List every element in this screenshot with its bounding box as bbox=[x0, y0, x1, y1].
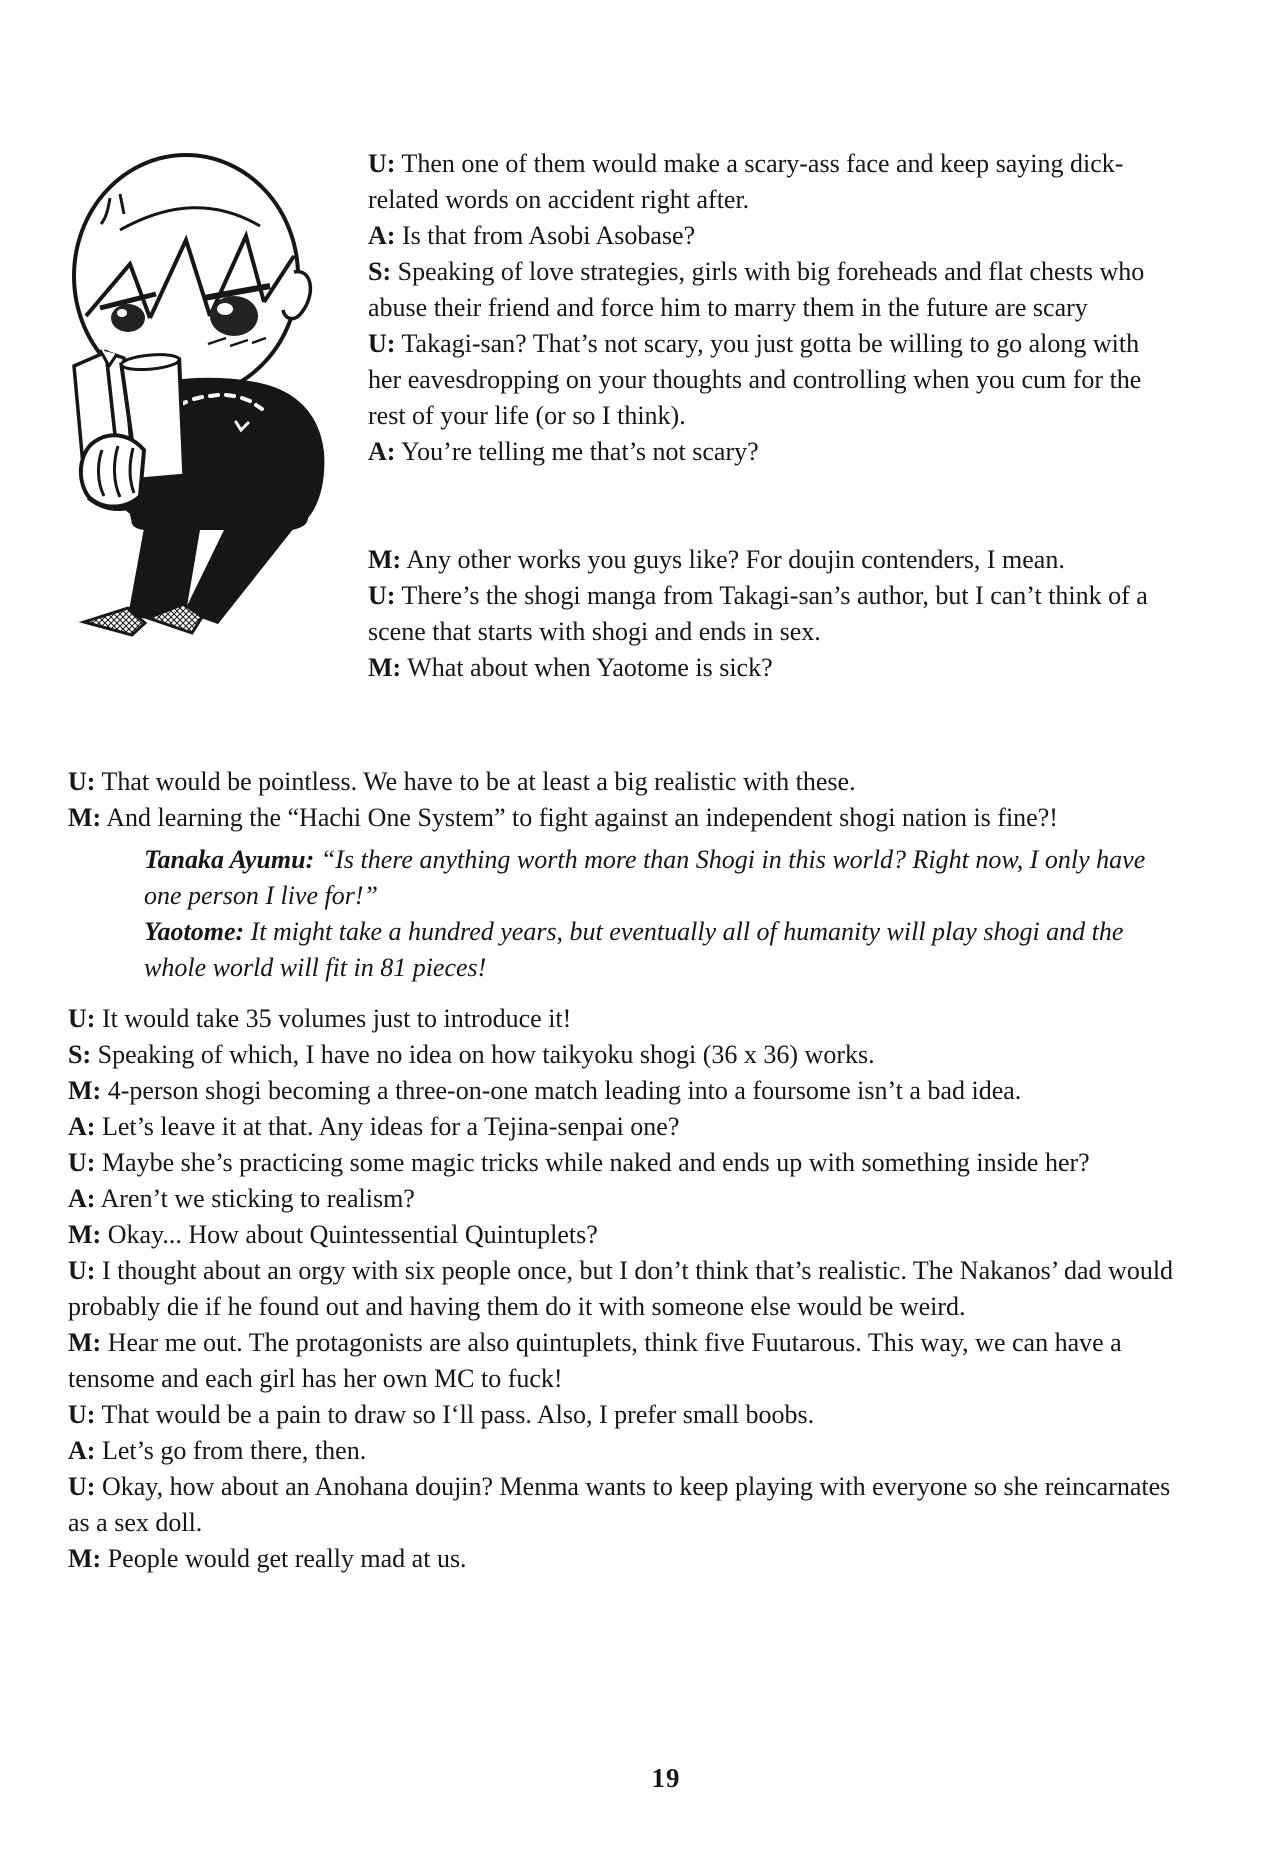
speaker-label: U: bbox=[68, 1472, 96, 1501]
dialogue-line bbox=[68, 764, 1198, 800]
dialogue-text: Speaking of love strategies, girls with big foreheads and flat chests who abuse their friend and force him to marry them in the future are scary bbox=[368, 257, 1145, 322]
dialogue-text: Let’s go from there, then. bbox=[101, 1436, 367, 1465]
quote-text: “Is there anything worth more than Shogi in this world? Right now, I only have one person I live for!” bbox=[144, 845, 1146, 910]
dialogue-line bbox=[68, 1145, 1198, 1181]
dialogue-block-2 bbox=[368, 542, 1168, 686]
speaker-label: M: bbox=[68, 1328, 102, 1357]
speaker-label: S: bbox=[68, 1040, 92, 1069]
dialogue-column-full-width bbox=[68, 764, 1198, 1577]
dialogue-text: Takagi-san? That’s not scary, you just gotta be willing to go along with her eavesdropping on your thoughts and controlling when you cum for the rest of your life (or so I think). bbox=[368, 329, 1142, 430]
speaker-label: A: bbox=[68, 1112, 96, 1141]
speaker-label: U: bbox=[368, 149, 396, 178]
speaker-label: U: bbox=[68, 767, 96, 796]
quote-line bbox=[144, 914, 1186, 986]
dialogue-text: Is that from Asobi Asobase? bbox=[401, 221, 696, 250]
speaker-label: M: bbox=[68, 1076, 102, 1105]
quote-line bbox=[144, 842, 1186, 914]
dialogue-line bbox=[68, 1073, 1198, 1109]
dialogue-line bbox=[368, 146, 1168, 218]
speaker-label: S: bbox=[368, 257, 392, 286]
dialogue-text: Speaking of which, I have no idea on how taikyoku shogi (36 x 36) works. bbox=[97, 1040, 875, 1069]
dialogue-line bbox=[368, 326, 1168, 434]
character-legs bbox=[84, 528, 294, 635]
dialogue-line bbox=[68, 1325, 1198, 1397]
dialogue-line bbox=[368, 650, 1168, 686]
paragraph-gap bbox=[368, 470, 1168, 542]
speaker-label: A: bbox=[68, 1184, 96, 1213]
dialogue-line bbox=[68, 1253, 1198, 1325]
character-quote-block bbox=[144, 842, 1186, 986]
dialogue-text: Then one of them would make a scary-ass face and keep saying dick-related words on accident right after. bbox=[368, 149, 1124, 214]
speaker-label: U: bbox=[68, 1148, 96, 1177]
dialogue-text: You’re telling me that’s not scary? bbox=[400, 437, 759, 466]
chibi-character-drawing bbox=[66, 146, 336, 640]
dialogue-text: I thought about an orgy with six people once, but I don’t think that’s realistic. The Nakanos’ dad would probably die if he found out and having them do it with someone else would be weird. bbox=[68, 1256, 1174, 1321]
dialogue-line bbox=[68, 1469, 1198, 1541]
dialogue-text: Aren’t we sticking to realism? bbox=[100, 1184, 415, 1213]
dialogue-line bbox=[68, 1541, 1198, 1577]
speaker-label: A: bbox=[68, 1436, 96, 1465]
quote-speaker-label: Tanaka Ayumu: bbox=[144, 845, 315, 874]
chibi-character-illustration bbox=[66, 146, 336, 640]
dialogue-line bbox=[68, 1217, 1198, 1253]
speaker-label: M: bbox=[68, 803, 102, 832]
dialogue-line bbox=[68, 1001, 1198, 1037]
dialogue-text: That would be pointless. We have to be at least a big realistic with these. bbox=[101, 767, 856, 796]
dialogue-line bbox=[368, 434, 1168, 470]
quote-text: It might take a hundred years, but eventually all of humanity will play shogi and the whole world will fit in 81 pieces! bbox=[144, 917, 1124, 982]
quote-speaker-label: Yaotome: bbox=[144, 917, 245, 946]
dialogue-block-1 bbox=[368, 146, 1168, 470]
dialogue-line bbox=[368, 542, 1168, 578]
page-number: 19 bbox=[651, 1763, 681, 1793]
speaker-label: M: bbox=[368, 653, 402, 682]
speaker-label: U: bbox=[368, 329, 396, 358]
dialogue-block-3 bbox=[68, 764, 1198, 836]
speaker-label: U: bbox=[68, 1256, 96, 1285]
dialogue-text: There’s the shogi manga from Takagi-san’s author, but I can’t think of a scene that starts with shogi and ends in sex. bbox=[368, 581, 1148, 646]
dialogue-text: Let’s leave it at that. Any ideas for a Tejina-senpai one? bbox=[101, 1112, 680, 1141]
speaker-label: U: bbox=[68, 1004, 96, 1033]
dialogue-text: Okay... How about Quintessential Quintuplets? bbox=[107, 1220, 598, 1249]
dialogue-text: 4-person shogi becoming a three-on-one match leading into a foursome isn’t a bad idea. bbox=[107, 1076, 1022, 1105]
dialogue-line bbox=[68, 1181, 1198, 1217]
dialogue-line bbox=[68, 1109, 1198, 1145]
dialogue-text: Hear me out. The protagonists are also quintuplets, think five Fuutarous. This way, we can have a tensome and each girl has her own MC to fuck! bbox=[68, 1328, 1122, 1393]
dialogue-text: It would take 35 volumes just to introduce it! bbox=[101, 1004, 572, 1033]
dialogue-line bbox=[68, 1433, 1198, 1469]
dialogue-line bbox=[368, 218, 1168, 254]
speaker-label: M: bbox=[368, 545, 402, 574]
dialogue-column-beside-image bbox=[368, 146, 1168, 686]
dialogue-text: People would get really mad at us. bbox=[107, 1544, 467, 1573]
dialogue-text: That would be a pain to draw so I‘ll pass. Also, I prefer small boobs. bbox=[101, 1400, 815, 1429]
dialogue-block-4 bbox=[68, 1001, 1198, 1577]
dialogue-line bbox=[68, 1037, 1198, 1073]
dialogue-line bbox=[68, 1397, 1198, 1433]
speaker-label: U: bbox=[68, 1400, 96, 1429]
speaker-label: A: bbox=[368, 221, 396, 250]
speaker-label: M: bbox=[68, 1220, 102, 1249]
speaker-label: M: bbox=[68, 1544, 102, 1573]
dialogue-line bbox=[368, 254, 1168, 326]
dialogue-text: What about when Yaotome is sick? bbox=[407, 653, 773, 682]
dialogue-text: Okay, how about an Anohana doujin? Menma wants to keep playing with everyone so she reincarnates as a sex doll. bbox=[68, 1472, 1171, 1537]
speaker-label: U: bbox=[368, 581, 396, 610]
hand bbox=[81, 435, 146, 509]
dialogue-text: Maybe she’s practicing some magic tricks while naked and ends up with something inside her? bbox=[101, 1148, 1090, 1177]
dialogue-line bbox=[68, 800, 1198, 836]
dialogue-text: Any other works you guys like? For doujin contenders, I mean. bbox=[406, 545, 1065, 574]
speaker-label: A: bbox=[368, 437, 396, 466]
dialogue-line bbox=[368, 578, 1168, 650]
dialogue-text: And learning the “Hachi One System” to fight against an independent shogi nation is fine?! bbox=[106, 803, 1058, 832]
